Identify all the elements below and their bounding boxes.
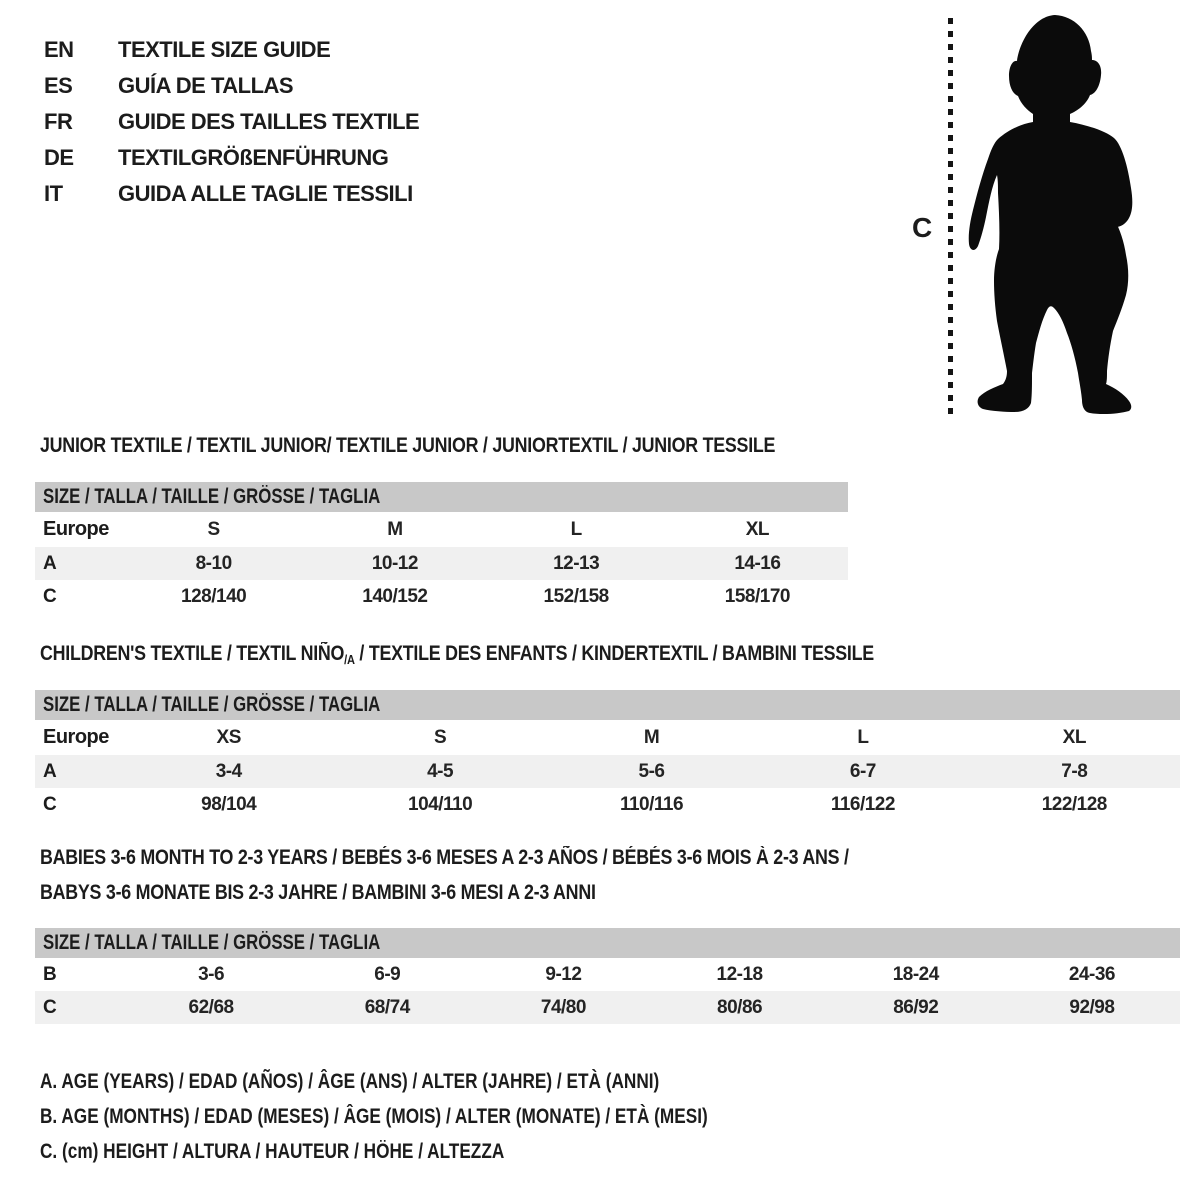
table-row: B 3-6 6-9 9-12 12-18 18-24 24-36 bbox=[43, 963, 1115, 985]
table-row: Europe XS S M L XL bbox=[43, 726, 1086, 748]
size-header-bar bbox=[35, 690, 1180, 720]
language-code: EN bbox=[44, 37, 74, 62]
babies-size-table bbox=[35, 928, 1180, 1024]
nino-a-subscript: /A bbox=[344, 652, 355, 667]
table-row: C 98/104 104/110 110/116 116/122 122/128 bbox=[43, 793, 1107, 815]
table-row: A 8-10 10-12 12-13 14-16 bbox=[35, 547, 848, 580]
size-header-label: SIZE / TALLA / TAILLE / GRÖSSE / TAGLIA bbox=[43, 693, 381, 716]
children-size-table bbox=[35, 690, 1180, 821]
toddler-silhouette-icon bbox=[963, 12, 1153, 422]
height-measure-label: C bbox=[912, 212, 933, 243]
legend-age-months: B. AGE (MONTHS) / EDAD (MESES) / ÂGE (MOIS) / ALTER (MONATE) / ETÀ (MESI) bbox=[40, 1105, 708, 1128]
height-measure-dashed-line bbox=[948, 18, 953, 416]
size-header-bar bbox=[35, 928, 1180, 958]
language-row-en bbox=[44, 32, 419, 68]
legend-age-years: A. AGE (YEARS) / EDAD (AÑOS) / ÂGE (ANS) / ALTER (JAHRE) / ETÀ (ANNI) bbox=[40, 1070, 660, 1093]
language-code: IT bbox=[44, 181, 63, 206]
language-title: TEXTILGRÖßENFÜHRUNG bbox=[118, 145, 389, 170]
babies-section-title-line2: BABYS 3-6 MONATE BIS 2-3 JAHRE / BAMBINI 3-6 MESI A 2-3 ANNI bbox=[40, 881, 596, 904]
junior-section-title: JUNIOR TEXTILE / TEXTIL JUNIOR/ TEXTILE JUNIOR / JUNIORTEXTIL / JUNIOR TESSILE bbox=[40, 434, 776, 457]
language-title: GUIDE DES TAILLES TEXTILE bbox=[118, 109, 420, 134]
language-row-fr bbox=[44, 104, 419, 140]
language-title: GUIDA ALLE TAGLIE TESSILI bbox=[118, 181, 413, 206]
language-row-es bbox=[44, 68, 419, 104]
junior-size-table bbox=[35, 482, 848, 613]
size-header-label: SIZE / TALLA / TAILLE / GRÖSSE / TAGLIA bbox=[43, 931, 381, 954]
table-row: A 3-4 4-5 5-6 6-7 7-8 bbox=[35, 755, 1180, 788]
language-title: TEXTILE SIZE GUIDE bbox=[118, 37, 331, 62]
language-code: FR bbox=[44, 109, 73, 134]
size-header-label: SIZE / TALLA / TAILLE / GRÖSSE / TAGLIA bbox=[43, 485, 381, 508]
language-code: ES bbox=[44, 73, 73, 98]
language-row-de bbox=[44, 140, 419, 176]
language-title: GUÍA DE TALLAS bbox=[118, 73, 294, 98]
language-list bbox=[44, 32, 419, 212]
language-code: DE bbox=[44, 145, 74, 170]
table-row: C 62/68 68/74 74/80 80/86 86/92 92/98 bbox=[35, 991, 1180, 1024]
legend-height-cm: C. (cm) HEIGHT / ALTURA / HAUTEUR / HÖHE / ALTEZZA bbox=[40, 1140, 505, 1163]
table-row: Europe S M L XL bbox=[43, 518, 770, 540]
babies-section-title-line1: BABIES 3-6 MONTH TO 2-3 YEARS / BEBÉS 3-6 MESES A 2-3 AÑOS / BÉBÉS 3-6 MOIS À 2-3 ANS / bbox=[40, 846, 849, 869]
language-row-it bbox=[44, 176, 419, 212]
children-section-title: CHILDREN'S TEXTILE / TEXTIL NIÑO/A / TEXTILE DES ENFANTS / KINDERTEXTIL / BAMBINI TESSILE bbox=[40, 642, 874, 667]
size-header-bar bbox=[35, 482, 848, 512]
table-row: C 128/140 140/152 152/158 158/170 bbox=[43, 585, 790, 607]
